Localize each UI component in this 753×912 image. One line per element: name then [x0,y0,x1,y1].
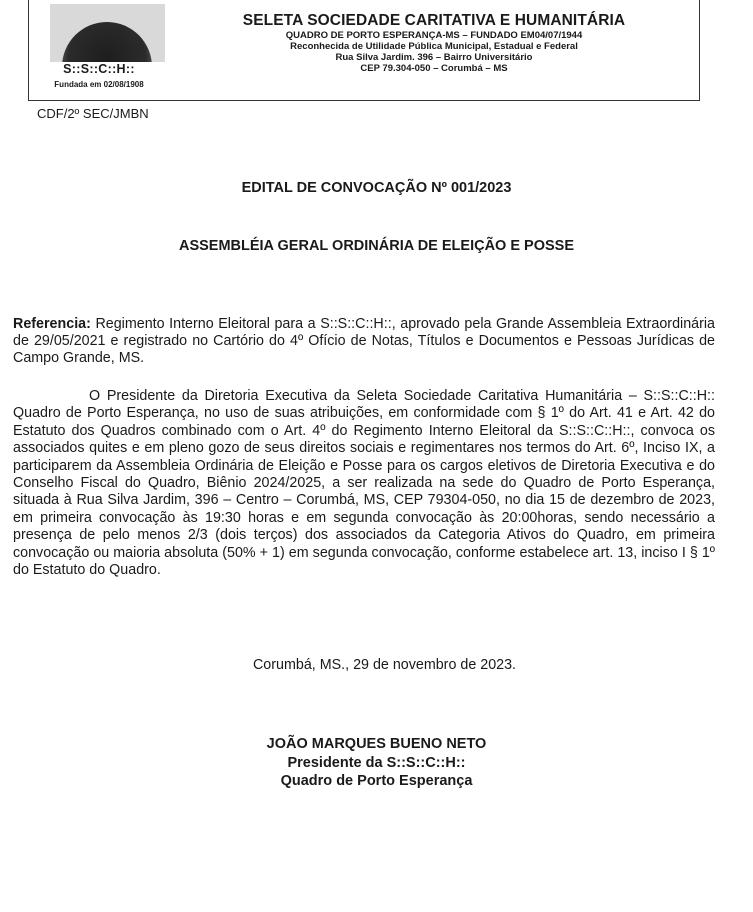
letterhead [28,0,700,101]
date-place-line: Corumbá, MS., 29 de novembro de 2023. [252,657,517,673]
organization-info [179,12,689,74]
reference-label: Referencia: [13,316,91,332]
convocation-body-paragraph: O Presidente da Diretoria Executiva da Seleta Sociedade Caritativa Humanitária – S::S::C::H:: Quadro de Porto Esperança, no uso de suas atribuições, em conformidade com § 1º do Art. 41 e Art. 42 do Estatuto dos Quadros combinado com o Art. 4º do Regimento Interno Eleitoral da S::S::C::H::, convoca os associados quites e em pleno gozo de seus direitos sociais e regimentares nos termos do Art. 6º, Inciso IX, a participarem da Assembleia Ordinária de Eleição e Posse para os cargos eletivos de Diretoria Executiva e do Conselho Fiscal do Quadro, Biênio 2024/2025, a ser realizada na sede do Quadro de Porto Esperança, situada à Rua Silva Jardim, 396 – Centro – Corumbá, MS, CEP 79304-050, no dia 15 de dezembro de 2023, em primeira convocação às 19:30 horas e em segunda convocação às 20:00horas, sendo necessário a presença de pelo menos 2/3 (dois terços) dos associados da Categoria Ativos do Quadro, em primeira convocação ou maioria absoluta (50% + 1) em segunda convocação, conforme estabelece art. 13, inciso I § 1º do Estatuto do Quadro. [13,388,715,579]
signature-block [0,735,753,790]
logo-emblem-image [50,4,165,62]
logo-dome-graphic [62,22,152,62]
organization-postal-code: CEP 79.304-050 – Corumbá – MS [360,63,508,74]
reference-paragraph [13,316,715,367]
signatory-name: JOÃO MARQUES BUENO NETO [266,736,487,752]
reference-text: Regimento Interno Eleitoral para a S::S::C::H::, aprovado pela Grande Assembleia Extraordinária de 29/05/2021 e registrado no Cartório do 4º Ofício de Notas, Títulos e Documentos e Pessoas Jurídicas de Campo Grande, MS. [13,316,715,366]
logo-acronym: S::S::C::H:: [63,62,135,76]
signatory-position: Presidente da S::S::C::H:: [287,755,466,771]
assembly-title: ASSEMBLÉIA GERAL ORDINÁRIA DE ELEIÇÃO E POSSE [178,238,575,254]
organization-address: Rua Silva Jardim. 396 – Bairro Universitário [335,52,533,63]
edital-title: EDITAL DE CONVOCAÇÃO Nº 001/2023 [241,180,512,196]
organization-recognition: Reconhecida de Utilidade Pública Municipal, Estadual e Federal [290,41,578,52]
organization-logo [29,0,169,100]
organization-name: SELETA SOCIEDADE CARITATIVA E HUMANITÁRIA [242,12,626,29]
signatory-chapter: Quadro de Porto Esperança [280,773,473,789]
document-reference-code: CDF/2º SEC/JMBN [37,106,149,121]
organization-chapter: QUADRO DE PORTO ESPERANÇA-MS – FUNDADO EM04/07/1944 [285,30,583,41]
logo-founded-date: Fundada em 02/08/1908 [54,80,144,89]
